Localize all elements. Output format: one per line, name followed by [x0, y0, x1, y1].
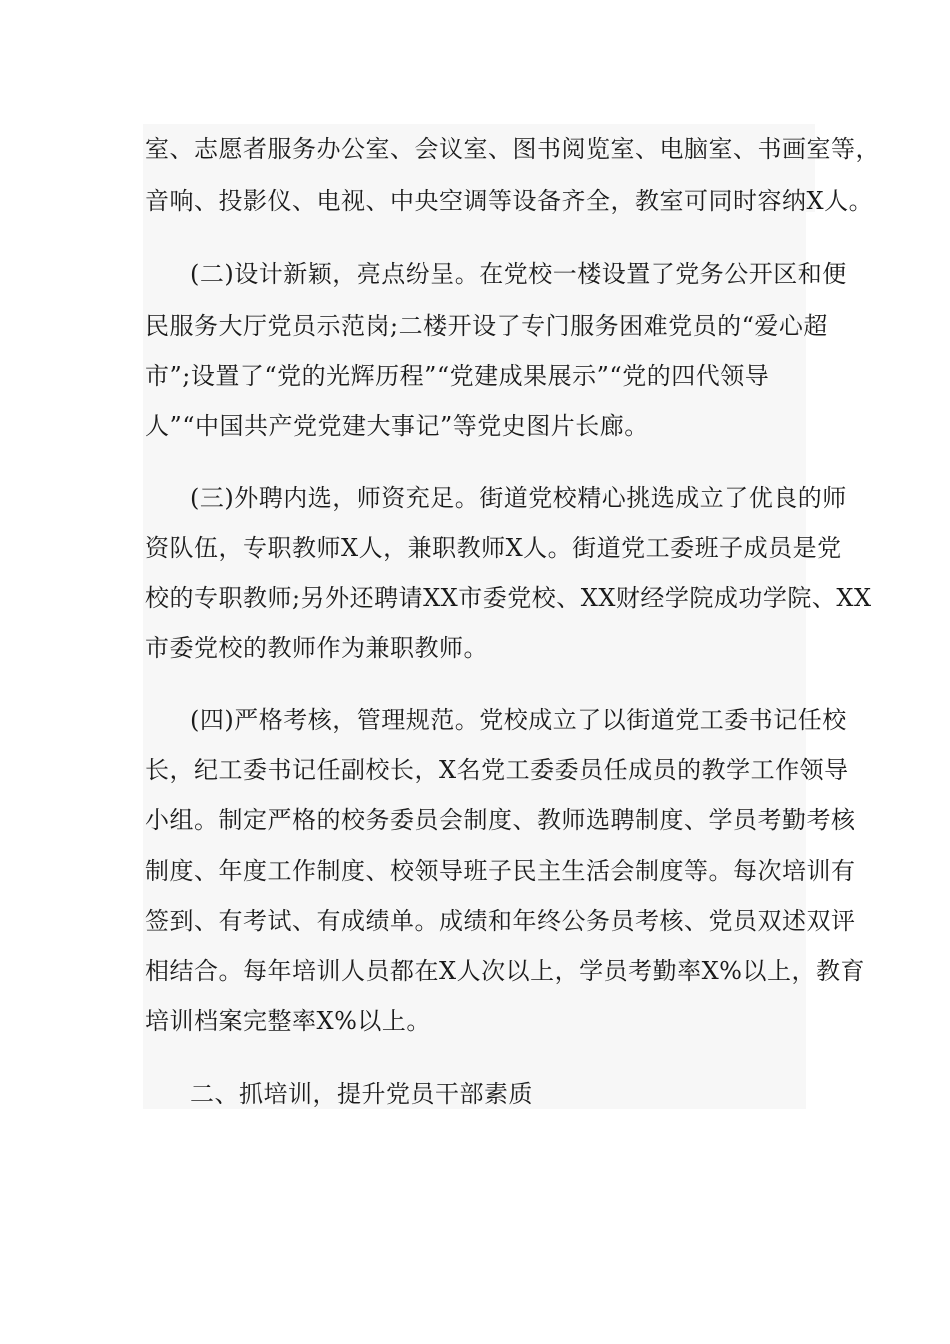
- paragraph-heading-2: (二)设计新颖，亮点纷呈。在党校一楼设置了党务公开区和便: [190, 260, 847, 288]
- text-line: 相结合。每年培训人员都在X人次以上，学员考勤率X%以上，教育: [145, 957, 865, 985]
- text-line: 音响、投影仪、电视、中央空调等设备齐全，教室可同时容纳X人。: [145, 187, 874, 215]
- text-line: 民服务大厅党员示范岗;二楼开设了专门服务困难党员的“爱心超: [145, 312, 828, 340]
- paragraph-heading-4: (四)严格考核，管理规范。党校成立了以街道党工委书记任校: [190, 706, 847, 734]
- text-line: 培训档案完整率X%以上。: [145, 1007, 431, 1035]
- text-line: 市”;设置了“党的光辉历程”“党建成果展示”“党的四代领导: [145, 362, 770, 390]
- text-line: 校的专职教师;另外还聘请XX市委党校、XX财经学院成功学院、XX: [145, 584, 872, 612]
- text-line: 小组。制定严格的校务委员会制度、教师选聘制度、学员考勤考核: [145, 806, 856, 834]
- text-line: 签到、有考试、有成绩单。成绩和年终公务员考核、党员双述双评: [145, 907, 856, 935]
- paragraph-heading-3: (三)外聘内选，师资充足。街道党校精心挑选成立了优良的师: [190, 484, 847, 512]
- text-line: 制度、年度工作制度、校领导班子民主生活会制度等。每次培训有: [145, 857, 856, 885]
- section-heading: 二、抓培训，提升党员干部素质: [190, 1080, 533, 1108]
- text-line: 人”“中国共产党党建大事记”等党史图片长廊。: [145, 412, 649, 440]
- text-line: 资队伍，专职教师X人，兼职教师X人。街道党工委班子成员是党: [145, 534, 842, 562]
- text-line: 市委党校的教师作为兼职教师。: [145, 634, 488, 662]
- text-line: 长，纪工委书记任副校长，X名党工委委员任成员的教学工作领导: [145, 756, 849, 784]
- text-line: 室、志愿者服务办公室、会议室、图书阅览室、电脑室、书画室等，: [145, 135, 880, 163]
